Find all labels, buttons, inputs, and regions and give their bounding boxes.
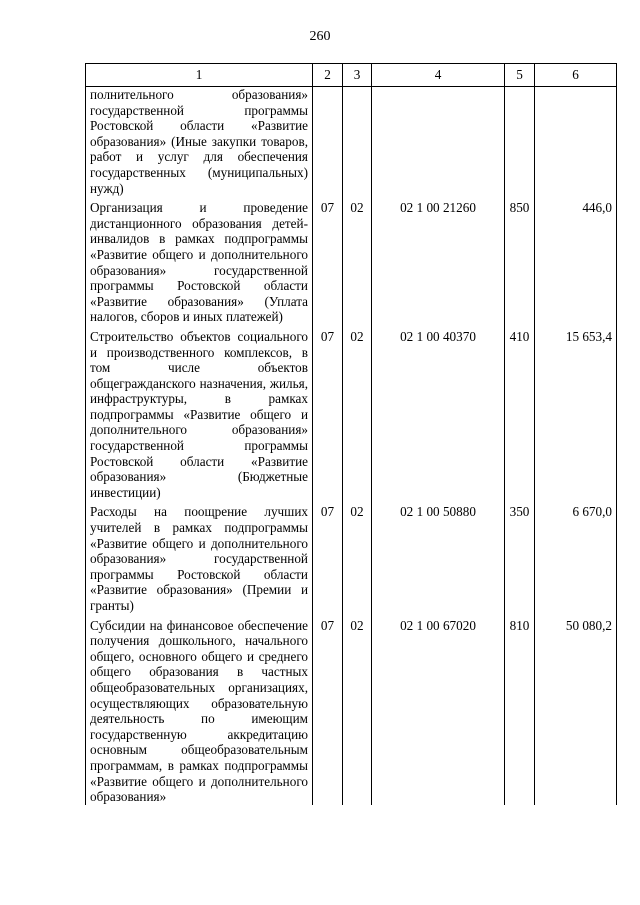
row-section [313,87,343,197]
row-amount [535,87,617,197]
row-expense-type: 810 [505,618,535,805]
row-expense-type: 350 [505,504,535,613]
row-description: Субсидии на финансовое обеспечение получения дошкольного, начального общего, основного общего и среднего общего образования в частных общеобразовательных организациях, осуществляющих образовательную деятельность по имеющим государственную аккредитацию основным общеобразовательным программам, в рамках подпрограммы «Развитие общего и дополнительного образования» [86,618,313,805]
row-target-article: 02 1 00 67020 [372,618,505,805]
table-row [86,618,617,805]
row-description: полнительного образования» государственной программы Ростовской области «Развитие образования» (Иные закупки товаров, работ и услуг для обеспечения государственных (муниципальных) нужд) [86,87,313,197]
table-row [86,200,617,325]
header-col-1: 1 [86,64,313,87]
row-expense-type [505,87,535,197]
row-target-article: 02 1 00 50880 [372,504,505,613]
table-row [86,329,617,501]
row-section: 07 [313,200,343,325]
row-subsection: 02 [343,504,372,613]
header-row [86,64,617,87]
row-target-article: 02 1 00 40370 [372,329,505,501]
row-target-article [372,87,505,197]
table-row [86,504,617,613]
row-section: 07 [313,618,343,805]
table-row [86,87,617,197]
row-subsection: 02 [343,329,372,501]
row-amount: 15 653,4 [535,329,617,501]
row-subsection: 02 [343,200,372,325]
header-col-3: 3 [343,64,372,87]
row-section: 07 [313,329,343,501]
row-amount: 446,0 [535,200,617,325]
row-amount: 50 080,2 [535,618,617,805]
budget-table [85,63,617,805]
header-col-6: 6 [535,64,617,87]
row-subsection: 02 [343,618,372,805]
row-description: Расходы на поощрение лучших учителей в рамках подпрограммы «Развитие общего и дополнительного образования» государственной программы Ростовской области «Развитие образования» (Премии и гранты) [86,504,313,613]
row-expense-type: 850 [505,200,535,325]
row-subsection [343,87,372,197]
header-col-5: 5 [505,64,535,87]
header-col-4: 4 [372,64,505,87]
row-expense-type: 410 [505,329,535,501]
row-description: Строительство объектов социального и производственного комплексов, в том числе объектов общегражданского назначения, жилья, инфраструктуры, в рамках подпрограммы «Развитие общего и дополнительного образования» государственной программы Ростовской области «Развитие образования» (Бюджетные инвестиции) [86,329,313,501]
row-description: Организация и проведение дистанционного образования детей-инвалидов в рамках подпрограммы «Развитие общего и дополнительного образования» государственной программы Ростовской области «Развитие образования» (Уплата налогов, сборов и иных платежей) [86,200,313,325]
header-col-2: 2 [313,64,343,87]
row-target-article: 02 1 00 21260 [372,200,505,325]
row-section: 07 [313,504,343,613]
row-amount: 6 670,0 [535,504,617,613]
page-number: 260 [309,29,331,44]
